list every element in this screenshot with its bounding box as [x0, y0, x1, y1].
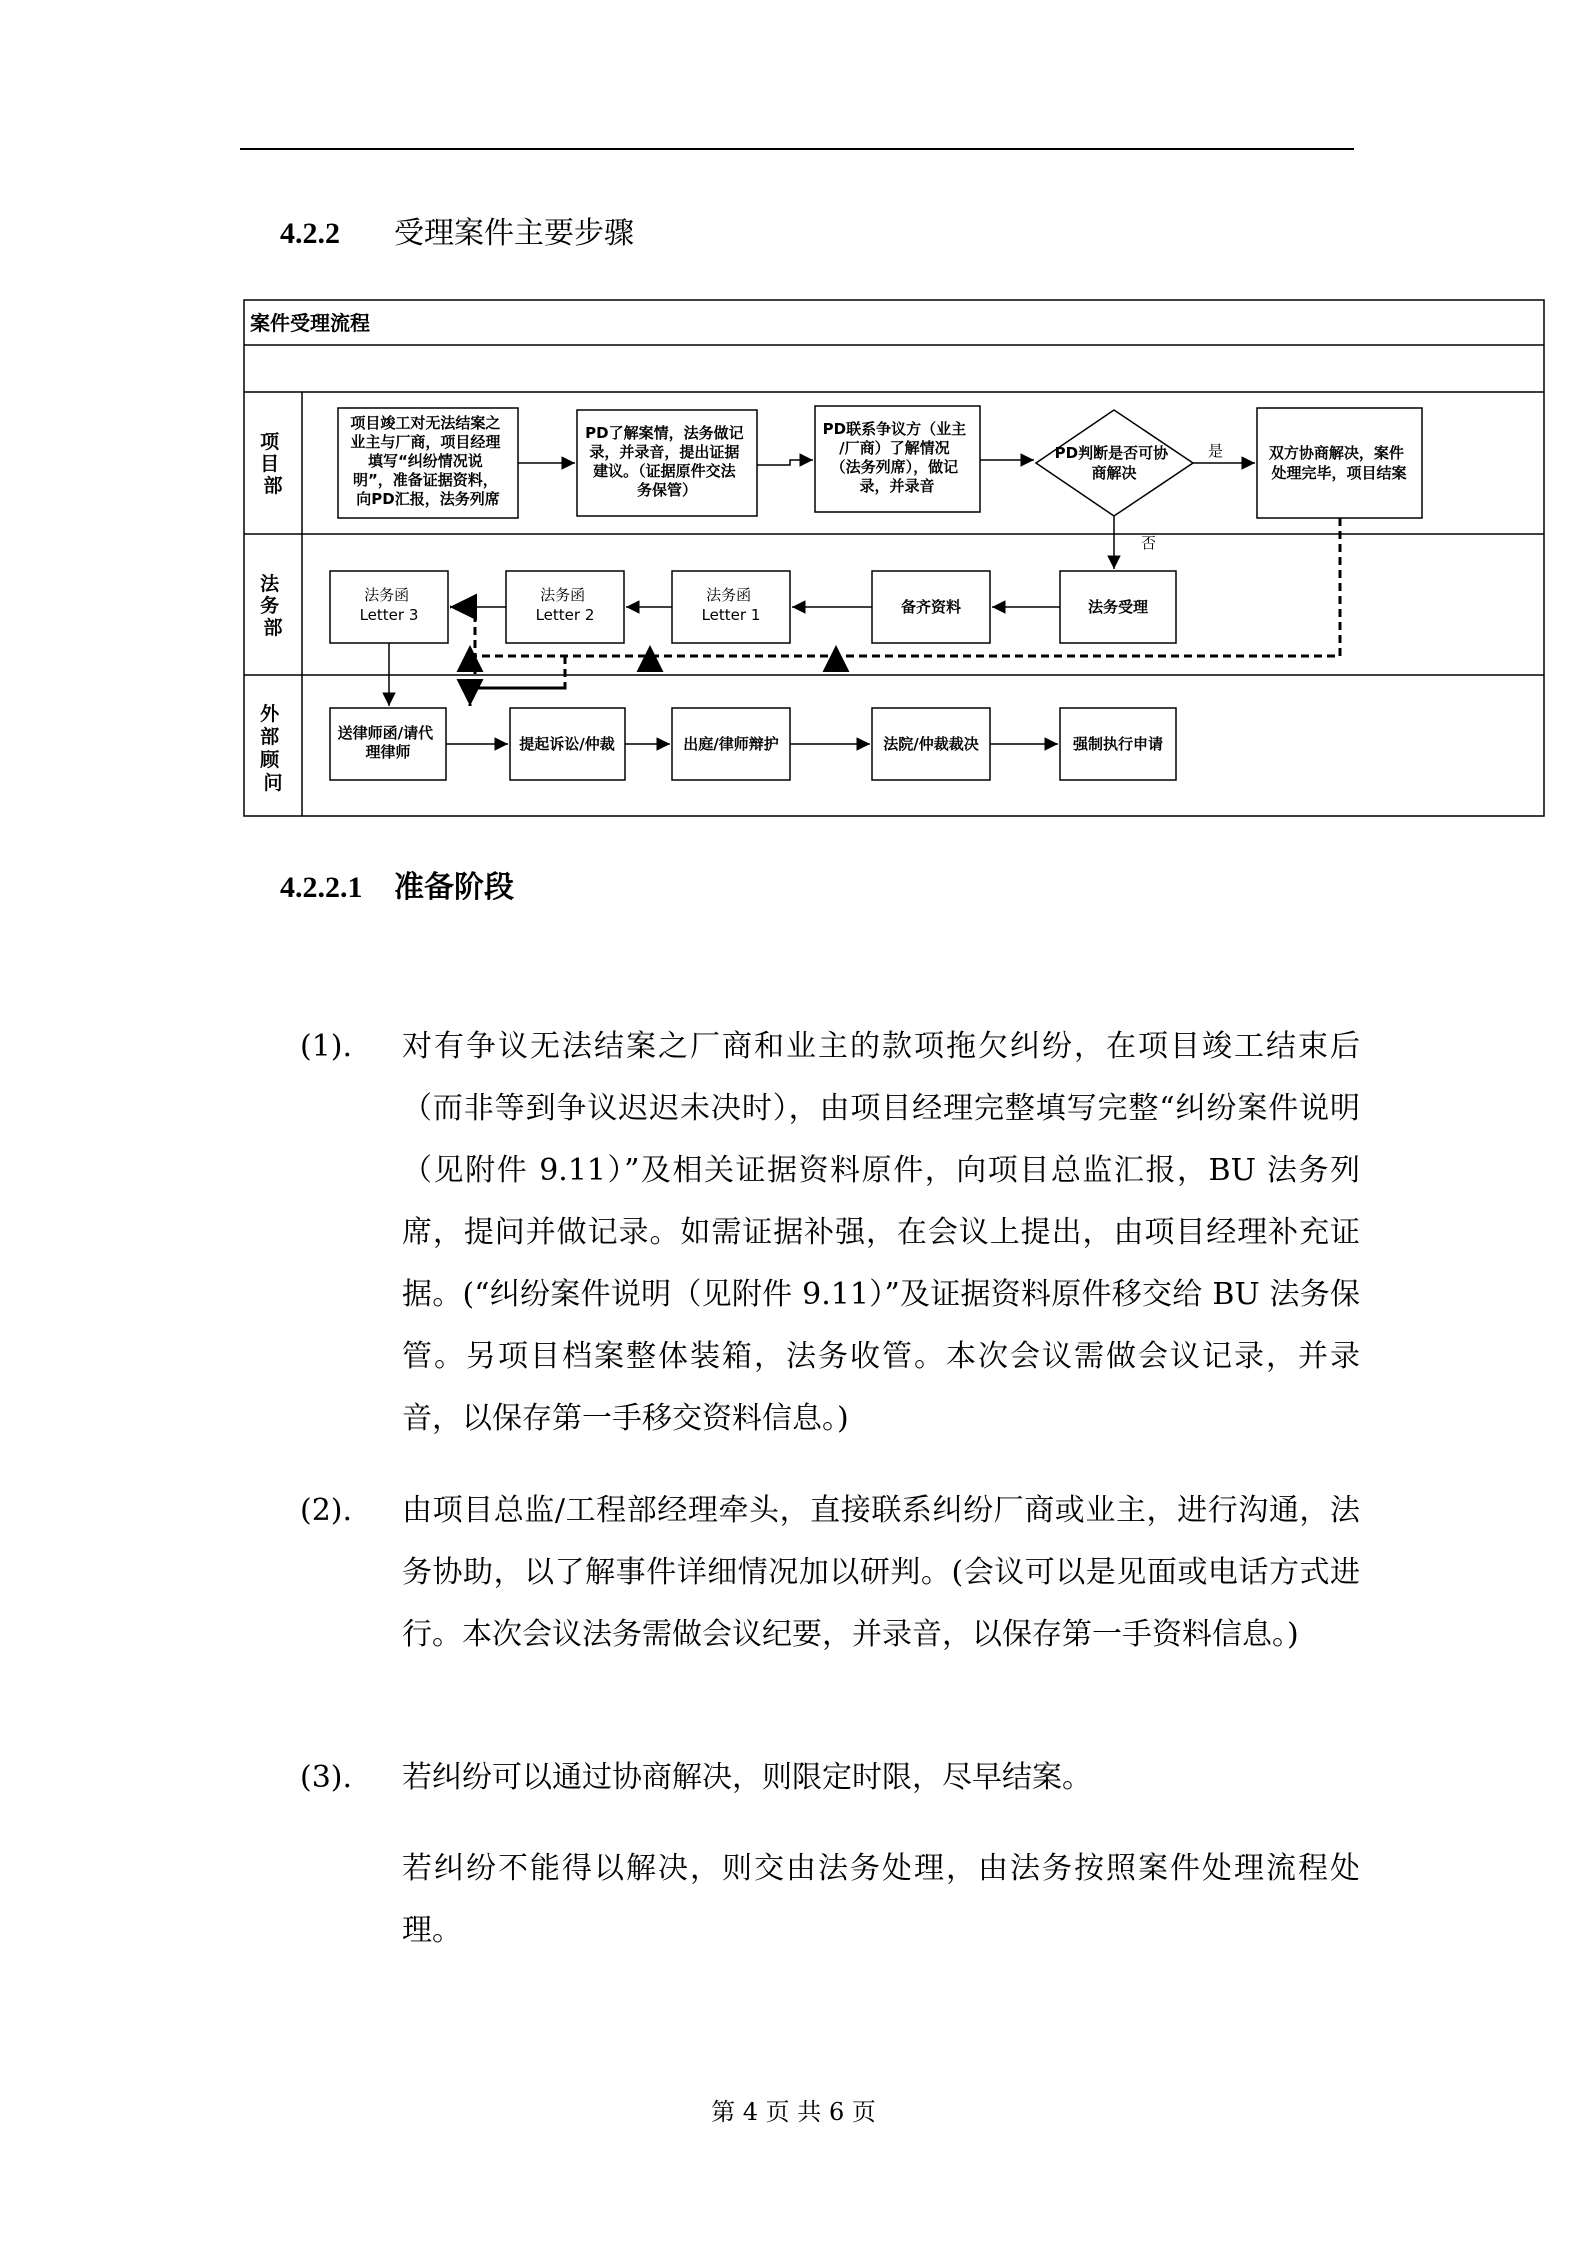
- node-legal-accept-text: 法务受理: [1087, 598, 1149, 616]
- paragraph-marker: (1).: [300, 1029, 353, 1064]
- section-title: 受理案件主要步骤: [394, 216, 634, 251]
- node-pd-understand-text: PD了解案情，法务做记 录，并录音，提出证据 建议。（证据原件交法 务保管）: [585, 424, 744, 499]
- subsection-heading: [280, 862, 514, 906]
- lane-label-project: 项 目 部: [260, 431, 283, 497]
- paragraph-text: 若纠纷可以通过协商解决，则限定时限，尽早结案。: [402, 1760, 1092, 1795]
- node-letter-2-text: 法务函 Letter 2: [535, 586, 595, 624]
- paragraph-4: 若纠纷不能得以解决，则交由法务处理，由法务按照案件处理流程处理。: [402, 1851, 1360, 1948]
- node-sue-text: 提起诉讼/仲裁: [519, 735, 615, 753]
- node-court-text: 出庭/律师辩护: [683, 735, 779, 753]
- node-negotiated: [1257, 408, 1422, 518]
- paragraph-text: 由项目总监/工程部经理牵头，直接联系纠纷厂商或业主，进行沟通，法务协助，以了解事件详细情况加以研判。(会议可以是见面或电话方式进行。本次会议法务需做会议纪要，并录音，以保存第一手资料信息。): [402, 1493, 1360, 1652]
- paragraph-2: [300, 1480, 1360, 1666]
- dashed-to-sue: [470, 656, 565, 706]
- paragraph-1: [300, 1016, 1360, 1450]
- node-lawyer-text: 送律师函/请代 理律师: [337, 724, 434, 761]
- node-project-complete-text: 项目竣工对无法结案之 业主与厂商，项目经理 填写“纠纷情况说 明”，准备证据资料， 向PD汇报，法务列席: [350, 414, 501, 508]
- lane-label-legal: 法 务 部: [260, 573, 283, 639]
- arrow-2-3: [757, 460, 813, 465]
- section-number: 4.2.2: [280, 217, 340, 250]
- label-yes: 是: [1208, 442, 1224, 460]
- flowchart-title: 案件受理流程: [250, 311, 370, 335]
- node-negotiated-text: 双方协商解决，案件 处理完毕，项目结案: [1268, 444, 1407, 482]
- node-decision: [1036, 410, 1193, 516]
- node-letter-3-text: 法务函 Letter 3: [359, 586, 419, 624]
- page-footer: 第 4 页 共 6 页: [711, 2098, 876, 2126]
- node-enforce-text: 强制执行申请: [1072, 735, 1164, 753]
- node-decision-text: PD判断是否可协 商解决: [1054, 444, 1169, 482]
- node-ruling-text: 法院/仲裁裁决: [883, 735, 979, 753]
- subsection-title: 准备阶段: [394, 870, 514, 905]
- label-no: 否: [1141, 534, 1157, 552]
- subsection-number: 4.2.2.1: [280, 871, 363, 904]
- node-letter-1-text: 法务函 Letter 1: [701, 586, 761, 624]
- node-pd-contact-text: PD联系争议方（业主 /厂商）了解情况 （法务列席），做记 录，并录音: [822, 420, 967, 495]
- paragraph-marker: (3).: [300, 1760, 353, 1795]
- lane-label-external: 外 部 顾 问: [260, 703, 283, 794]
- case-flowchart: [0, 0, 1587, 830]
- paragraph-marker: (2).: [300, 1493, 353, 1528]
- node-prepare-docs-text: 备齐资料: [900, 598, 962, 616]
- paragraph-text: 对有争议无法结案之厂商和业主的款项拖欠纠纷，在项目竣工结束后（而非等到争议迟迟未决时），由项目经理完整填写完整“纠纷案件说明（见附件 9.11）”及相关证据资料原件，向项目总监汇报，BU 法务列席，提问并做记录。如需证据补强，在会议上提出，由项目经理补充证据。(“纠纷案件说明（见附件 9.11）”及证据资料原件移交给 BU 法务保管。另项目档案整体装箱，法务收管。本次会议需做会议记录，并录音，以保存第一手移交资料信息。): [402, 1029, 1360, 1436]
- paragraph-3: [300, 1747, 1360, 1809]
